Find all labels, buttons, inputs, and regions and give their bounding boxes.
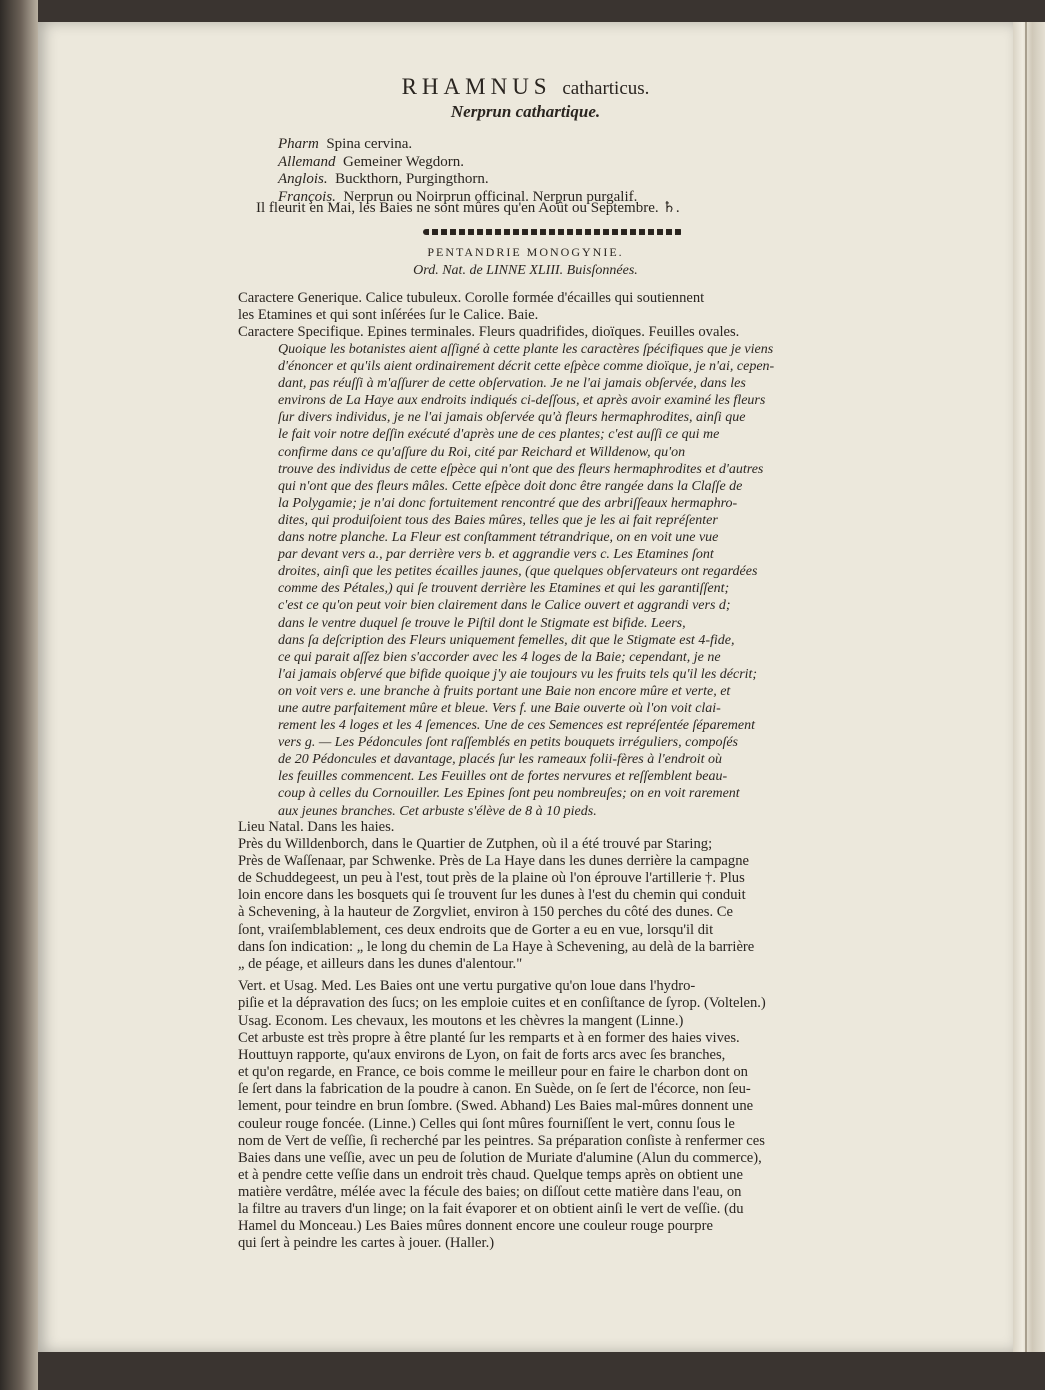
text-line: „ de péage, et ailleurs dans les dunes d'alentour." — [238, 955, 523, 972]
page-edges — [1013, 22, 1045, 1352]
generic-character — [238, 290, 704, 324]
text-line: une autre parfaitement mûre et bleue. Vers f. une Baie ouverte où l'on voit clai- — [278, 700, 721, 716]
page-title — [38, 74, 1013, 100]
text-line: Quoique les botanistes aient aſſigné à cette plante les caractères ſpécifiques que je viens — [278, 342, 774, 357]
text-line: matière verdâtre, mélée avec la fécule des baies; on diſſout cette matière dans l'eau, on — [238, 1183, 742, 1200]
text-line: Baies dans une veſſie, avec un peu de ſolution de Muriate d'alumine (Alun du commerce), — [238, 1149, 762, 1166]
text-line: confirme dans ce qu'aſſure du Roi, cité par Reichard et Willdenow, qu'on — [278, 444, 686, 460]
text-line: Caractere Generique. Calice tubuleux. Corolle formée d'écailles qui soutiennent — [238, 290, 705, 306]
linnaean-class: PENTANDRIE MONOGYNIE. — [427, 245, 624, 259]
text-line: environs de La Haye aux endroits indiqués ci-deſſous, et après avoir examiné les fleurs — [278, 393, 766, 409]
text-line: nom de Vert de veſſie, ſi recherché par les peintres. Sa préparation conſiste à renfermer ces — [238, 1132, 765, 1149]
text-line: dant, pas réuſſi à m'aſſurer de cette obſervation. Je ne l'ai jamais obſervée, dans les — [278, 376, 746, 392]
book-page — [38, 22, 1013, 1352]
text-line: de 20 Pédoncules et davantage, placés ſur les rameaux folii-fères à l'endroit où — [278, 752, 723, 768]
text-line: la Polygamie; je n'ai donc fortuitement rencontré que des arbriſſeaux hermaphro- — [278, 495, 738, 511]
text-line: d'énoncer et qu'ils aient ordinairement décrit cette eſpèce comme dioïque, je n'ai, cepen- — [278, 359, 775, 375]
text-line: de Schuddegeest, un peu à l'est, tout près de la plaine où l'on éprouve l'artillerie †. Plus — [238, 870, 745, 887]
text-line: ſont, vraiſemblablement, ces deux endroits que de Gorter a eu en vue, lorsqu'il dit — [238, 921, 714, 938]
text-line: dans ſon indication: „ le long du chemin de La Haye à Schevening, au delà de la barrière — [238, 938, 755, 955]
name-line: Anglois. Buckthorn, Purgingthorn. — [278, 171, 489, 187]
vernacular-names — [278, 136, 637, 206]
native-place-section — [238, 819, 754, 973]
text-line: coup à celles du Cornouiller. Les Epines ſont peu nombreuſes; on en voit rarement — [278, 786, 740, 802]
text-line: Près de Waſſenaar, par Schwenke. Près de La Haye dans les dunes derrière la campagne — [238, 853, 749, 870]
text-line: dans le ventre duquel ſe trouve le Piſtil dont le Stigmate est bifide. Leers, — [278, 615, 686, 631]
text-line: Cet arbuste est très propre à être planté ſur les remparts et à en former des haies vives. — [238, 1030, 740, 1047]
ornamental-rule — [423, 229, 683, 235]
genus-name: RHAMNUS — [401, 74, 552, 99]
text-line: on voit vers e. une branche à fruits portant une Baie non encore mûre et verte, et — [278, 683, 731, 699]
text-line: l'ai jamais obſervé que bifide quoique j'y aie toujours vu les fruits tels qu'il les décrit; — [278, 666, 758, 682]
text-line: ſe ſert dans la fabrication de la poudre à canon. En Suède, on ſe ſert de l'écorce, non ſeu- — [238, 1081, 751, 1098]
text-line: comme des Pétales,) qui ſe trouvent derrière les Etamines et qui les garantiſſent; — [278, 581, 730, 597]
text-line: rement les 4 loges et les 4 ſemences. Une de ces Semences est repréſentée ſéparement — [278, 718, 755, 734]
text-line: piſie et la dépravation des ſucs; on les emploie cuites et en conſiſtance de ſyrop. (Voltelen.) — [238, 995, 766, 1012]
text-line: qui ſert à peindre les cartes à jouer. (Haller.) — [238, 1235, 495, 1252]
specific-character: Caractere Specifique. Epines terminales. Fleurs quadrifides, dioïques. Feuilles ovales. — [238, 324, 740, 340]
text-line: Vert. et Usag. Med. Les Baies ont une vertu purgative qu'on loue dans l'hydro- — [238, 978, 696, 994]
text-line: la filtre au travers d'un linge; on la fait évaporer et on obtient ainſi le vert de veſſie. (du — [238, 1201, 744, 1218]
text-line: Usag. Econom. Les chevaux, les moutons et les chèvres la mangent (Linne.) — [238, 1013, 684, 1029]
text-line: Près du Willdenborch, dans le Quartier de Zutphen, où il a été trouvé par Staring; — [238, 836, 713, 853]
name-line: François. Nerprun ou Noirprun officinal. Nerprun purgalif. — [278, 188, 638, 205]
text-line: ſur divers individus, je ne l'ai jamais obſervée qu'à fleurs hermaphrodites, ainſi que — [278, 410, 746, 426]
name-line: Allemand Gemeiner Wegdorn. — [278, 153, 464, 170]
economic-use-section — [238, 1013, 765, 1252]
text-line: Hamel du Monceau.) Les Baies mûres donnent encore une couleur rouge pourpre — [238, 1218, 713, 1235]
book-binding — [0, 0, 38, 1390]
text-line: Houttuyn rapporte, qu'aux environs de Lyon, on fait de forts arcs avec ſes branches, — [238, 1047, 726, 1064]
text-line: vers g. — Les Pédoncules ſont raſſemblés en petits bouquets irréguliers, compoſés — [278, 735, 738, 751]
text-line: dans notre planche. La Fleur est conſtamment tétrandrique, on en voit une vue — [278, 530, 719, 546]
text-line: loin encore dans les bosquets qui ſe trouvent ſur les dunes à l'est du chemin qui conduit — [238, 887, 746, 904]
natural-order: Ord. Nat. de LINNE XLIII. Buisſonnées. — [413, 263, 638, 278]
text-line: à Schevening, à la hauteur de Zorgvliet, environ à 150 perches du côté des dunes. Ce — [238, 904, 733, 921]
botanical-remark — [278, 341, 774, 820]
text-line: droites, ainſi que les petites écailles jaunes, (que quelques obſervateurs ont regardées — [278, 564, 758, 580]
text-line: les feuilles commencent. Les Feuilles ont de fortes nervures et reſſemblent beau- — [278, 769, 728, 785]
text-line: c'est ce qu'on peut voir bien clairement dans le Calice ouvert et aggrandi vers d; — [278, 598, 731, 614]
text-line: couleur rouge foncée. (Linne.) Celles qui ſont mûres fourniſſent le vert, connu ſous le — [238, 1115, 735, 1132]
medicinal-use-section — [238, 978, 766, 1012]
text-line: le fait voir notre deſſin exécuté d'après une de ces plantes; c'est auſſi ce qui me — [278, 427, 720, 443]
text-line: ce qui parait aſſez bien s'accorder avec les 4 loges de la Baie; cependant, je ne — [278, 649, 721, 665]
text-line: qui n'ont que des fleurs mâles. Cette eſpèce doit donc être rangée dans la Claſſe de — [278, 478, 743, 494]
text-line: par devant vers a., par derrière vers b. et aggrandie vers c. Les Etamines ſont — [278, 547, 714, 563]
text-line: lement, pour teindre en brun ſombre. (Swed. Abhand) Les Baies mal-mûres donnent une — [238, 1098, 754, 1115]
text-line: Lieu Natal. Dans les haies. — [238, 819, 395, 835]
page-subtitle: Nerprun cathartique. — [450, 102, 601, 121]
text-line: et à pendre cette veſſie dans un endroit très chaud. Quelque temps après on obtient une — [238, 1166, 743, 1183]
name-line: Pharm Spina cervina. — [278, 136, 413, 152]
text-line: dans ſa deſcription des Fleurs uniquement femelles, dit que le Stigmate est 4-fide, — [278, 632, 735, 648]
text-line: aux jeunes branches. Cet arbuste s'élève de 8 à 10 pieds. — [278, 803, 597, 819]
flowering-note: Il fleurit en Mai, les Baies ne sont mûres qu'en Août ou Septembre. ♄. — [256, 200, 680, 216]
text-line: les Etamines et qui sont inſérées ſur le Calice. Baie. — [238, 307, 539, 324]
species-name: catharticus. — [562, 78, 650, 99]
text-line: trouve des individus de cette eſpèce qui n'ont que des fleurs hermaphrodites et d'autres — [278, 461, 764, 477]
text-line: et qu'on regarde, en France, ce bois comme le meilleur pour en faire le charbon dont on — [238, 1064, 748, 1081]
text-line: dites, qui produiſoient tous des Baies mûres, telles que je les ai fait repréſenter — [278, 512, 718, 528]
